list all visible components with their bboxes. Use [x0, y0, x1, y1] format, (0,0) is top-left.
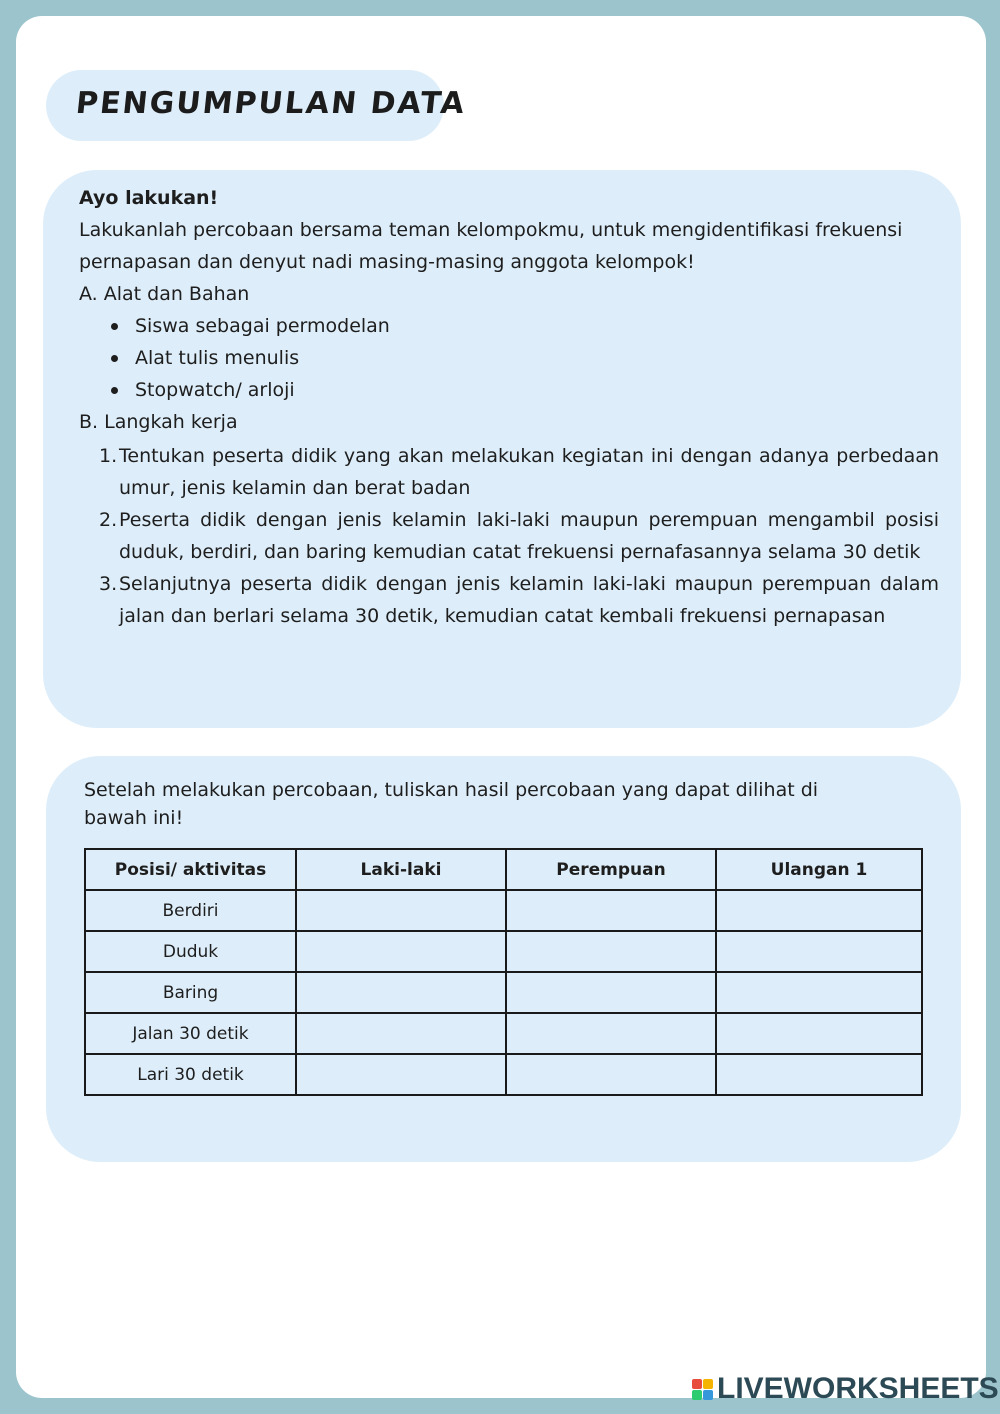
table-row: [85, 1054, 922, 1095]
step-number: 1.: [99, 445, 118, 467]
list-item: Stopwatch/ arloji: [109, 374, 939, 406]
answer-cell[interactable]: [296, 1054, 506, 1095]
answer-cell[interactable]: [506, 931, 716, 972]
list-item: [99, 568, 939, 632]
step-number: 3.: [99, 573, 118, 595]
results-table: [84, 848, 923, 1096]
step-number: 2.: [99, 509, 118, 531]
table-row: [85, 972, 922, 1013]
liveworksheets-logo-icon: [692, 1379, 713, 1400]
answer-cell[interactable]: [716, 890, 922, 931]
row-label: Jalan 30 detik: [85, 1013, 296, 1054]
step-text: Peserta didik dengan jenis kelamin laki-laki maupun perempuan mengambil posisi duduk, berdiri, dan baring kemudian catat frekuensi pernafasannya selama 30 detik: [119, 509, 939, 563]
logo-tile: [692, 1379, 702, 1389]
table-row: [85, 890, 922, 931]
row-label: Berdiri: [85, 890, 296, 931]
section-a-label: A. Alat dan Bahan: [79, 283, 250, 305]
logo-tile: [703, 1379, 713, 1389]
section-b-label: B. Langkah kerja: [79, 411, 238, 433]
liveworksheets-logo[interactable]: [692, 1374, 999, 1404]
answer-cell[interactable]: [296, 972, 506, 1013]
table-row: [85, 931, 922, 972]
activity-heading: Ayo lakukan!: [79, 187, 219, 209]
answer-cell[interactable]: [716, 931, 922, 972]
steps-list: [79, 440, 939, 632]
page-title: PENGUMPULAN DATA: [74, 86, 468, 121]
list-item: [99, 440, 939, 504]
answer-cell[interactable]: [296, 890, 506, 931]
answer-cell[interactable]: [506, 890, 716, 931]
answer-cell[interactable]: [716, 1013, 922, 1054]
answer-cell[interactable]: [506, 972, 716, 1013]
table-row: [85, 1013, 922, 1054]
list-item: [99, 504, 939, 568]
answer-cell[interactable]: [716, 1054, 922, 1095]
step-text: Selanjutnya peserta didik dengan jenis kelamin laki-laki maupun perempuan dalam jalan dan berlari selama 30 detik, kemudian catat kembali frekuensi pernapasan: [119, 573, 939, 627]
answer-cell[interactable]: [716, 972, 922, 1013]
answer-cell[interactable]: [296, 931, 506, 972]
activity-intro: Lakukanlah percobaan bersama teman kelompokmu, untuk mengidentifikasi frekuensi pernapasan dan denyut nadi masing-masing anggota kelompok!: [79, 219, 903, 273]
column-header: Posisi/ aktivitas: [85, 849, 296, 890]
logo-tile: [703, 1390, 713, 1400]
step-text: Tentukan peserta didik yang akan melakukan kegiatan ini dengan adanya perbedaan umur, jenis kelamin dan berat badan: [119, 445, 939, 499]
table-header-row: [85, 849, 922, 890]
list-item: Alat tulis menulis: [109, 342, 939, 374]
row-label: Lari 30 detik: [85, 1054, 296, 1095]
answer-cell[interactable]: [506, 1054, 716, 1095]
list-item: Siswa sebagai permodelan: [109, 310, 939, 342]
row-label: Baring: [85, 972, 296, 1013]
answer-cell[interactable]: [506, 1013, 716, 1054]
column-header: Laki-laki: [296, 849, 506, 890]
row-label: Duduk: [85, 931, 296, 972]
column-header: Perempuan: [506, 849, 716, 890]
answer-cell[interactable]: [296, 1013, 506, 1054]
activity-content: [79, 182, 939, 632]
logo-tile: [692, 1390, 702, 1400]
results-instruction: Setelah melakukan percobaan, tuliskan hasil percobaan yang dapat dilihat di bawah ini!: [84, 779, 819, 829]
materials-list: [79, 310, 939, 406]
brand-name: LIVEWORKSHEETS: [717, 1372, 999, 1405]
column-header: Ulangan 1: [716, 849, 922, 890]
